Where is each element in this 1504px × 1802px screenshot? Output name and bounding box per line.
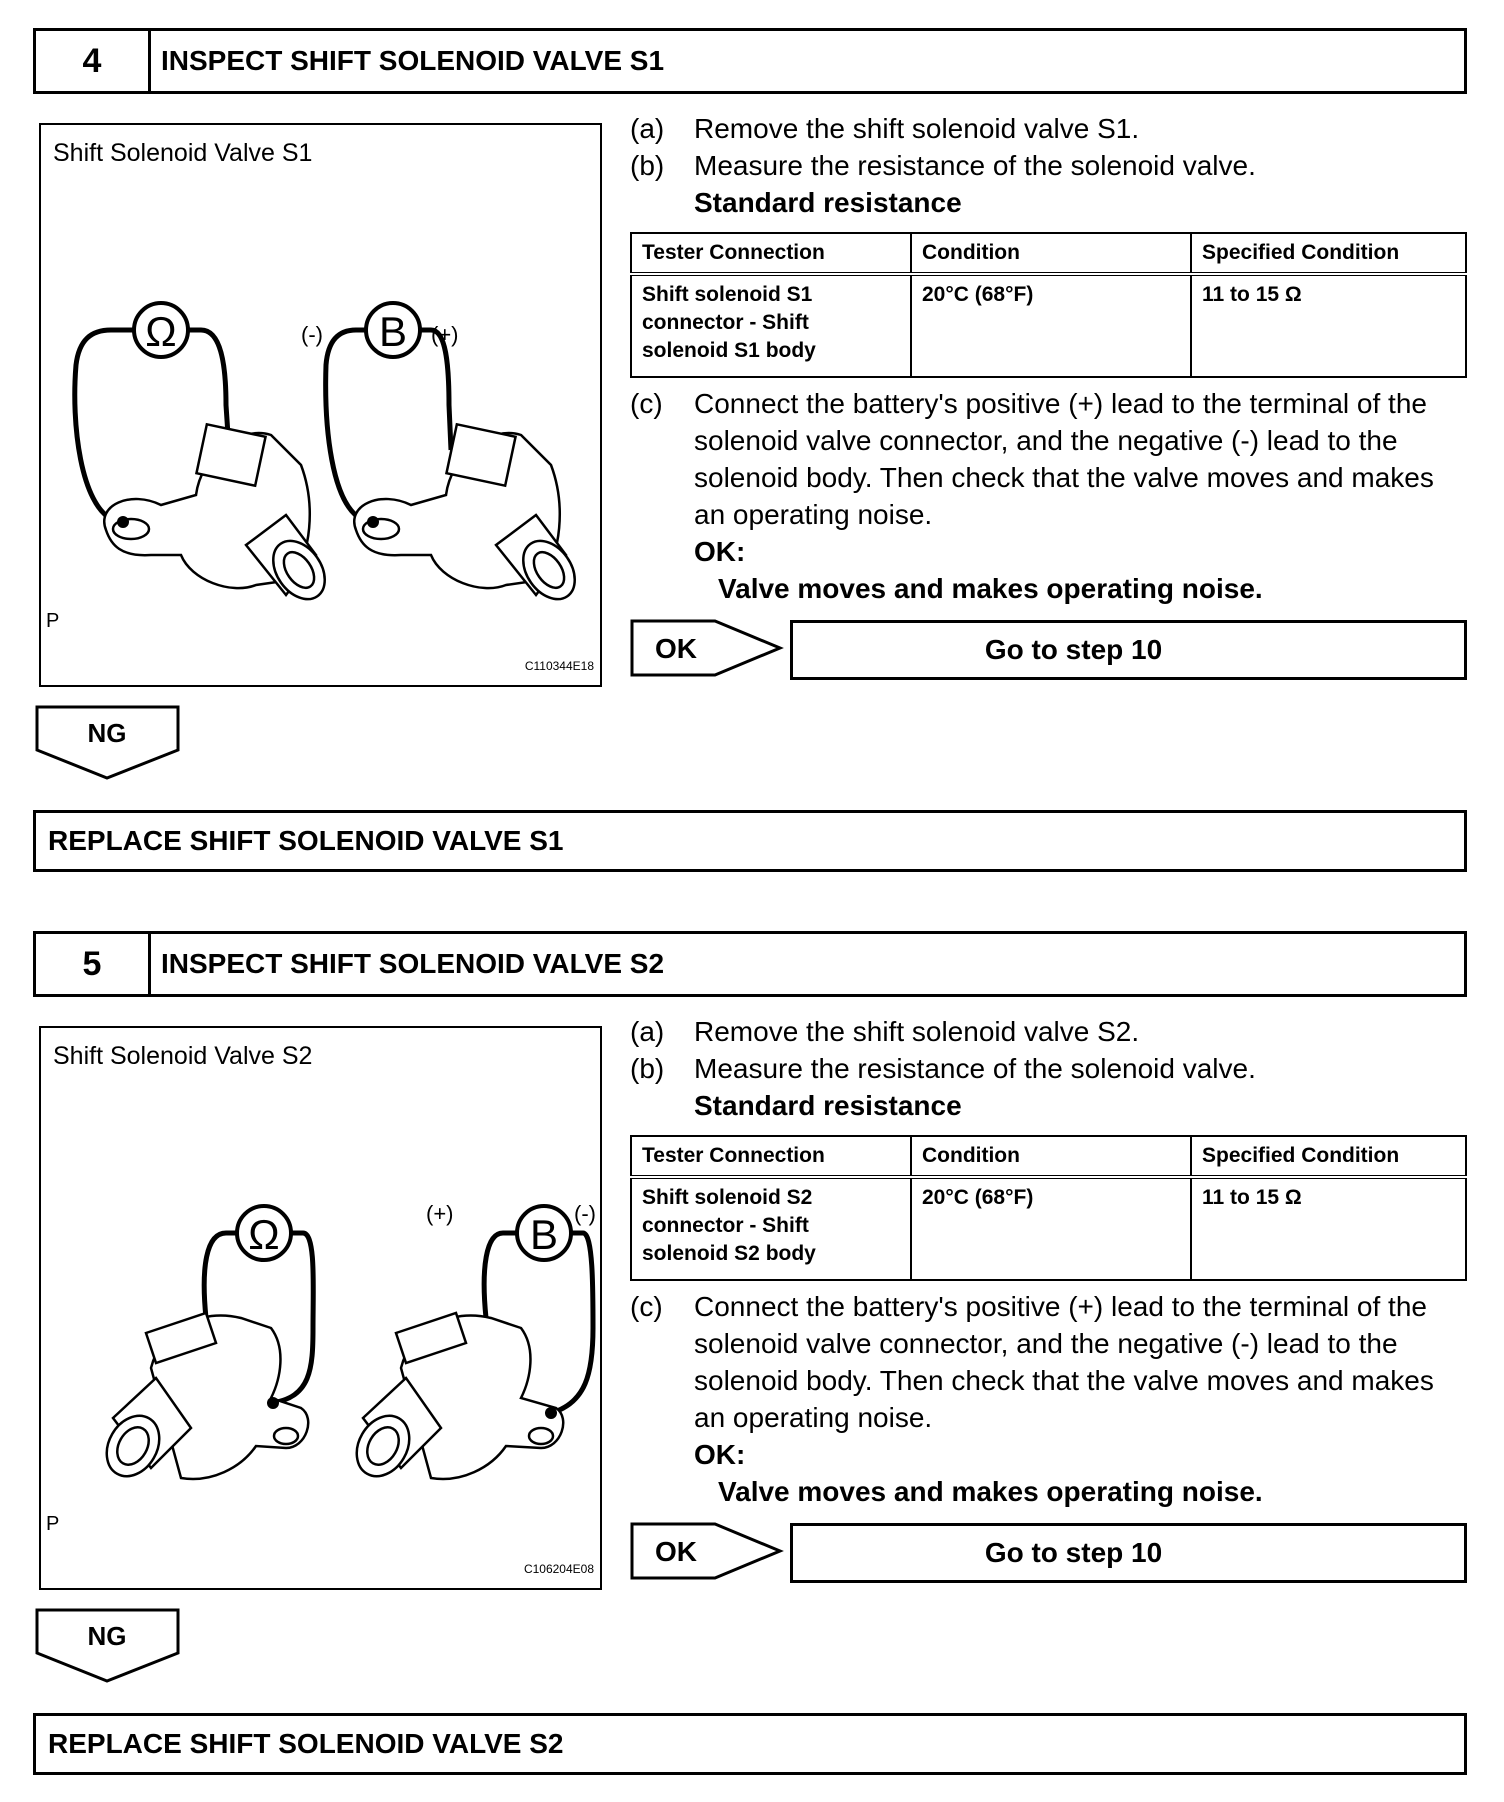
ok-arrow (630, 618, 790, 678)
table-header-condition: Condition (911, 1136, 1191, 1177)
steps-ab (630, 110, 1470, 221)
battery-symbol: B (378, 308, 408, 355)
standard-resistance-label: Standard resistance (694, 187, 962, 218)
replace-box: REPLACE SHIFT SOLENOID VALVE S2 (33, 1713, 1467, 1775)
step-c-letter: (c) (630, 1291, 663, 1322)
table-cell-tester: Shift solenoid S2 connector - Shift solenoid S2 body (631, 1177, 911, 1280)
solenoid-s1-illustration (41, 125, 604, 689)
steps-c (630, 1288, 1470, 1510)
step-c-letter: (c) (630, 388, 663, 419)
table-cell-specified: 11 to 15 Ω (1191, 274, 1466, 377)
ok-arrow-label: OK (655, 1536, 697, 1567)
table-cell-tester: Shift solenoid S1 connector - Shift solenoid S1 body (631, 274, 911, 377)
goto-step-box: Go to step 10 (790, 620, 1467, 680)
goto-step-box: Go to step 10 (790, 1523, 1467, 1583)
table-header-specified: Specified Condition (1191, 1136, 1466, 1177)
table-cell-condition: 20°C (68°F) (911, 274, 1191, 377)
step-b-text: Measure the resistance of the solenoid valve. (694, 1053, 1256, 1084)
right-polarity: (-) (574, 1201, 596, 1226)
right-polarity: (+) (431, 322, 459, 347)
step-title: INSPECT SHIFT SOLENOID VALVE S2 (161, 948, 665, 979)
step-b-letter: (b) (630, 150, 665, 181)
ok-arrow-label: OK (655, 633, 697, 664)
table-header-tester: Tester Connection (631, 1136, 911, 1177)
replace-box: REPLACE SHIFT SOLENOID VALVE S1 (33, 810, 1467, 872)
table-header-specified: Specified Condition (1191, 233, 1466, 274)
ng-arrow-label: NG (87, 718, 127, 748)
step-c-text: Connect the battery's positive (+) lead to the terminal of the solenoid valve connector, and the negative (-) lead to the solenoid body. Then check that the valve moves and makes an operating noise. (694, 388, 1434, 530)
step-title: INSPECT SHIFT SOLENOID VALVE S1 (161, 45, 665, 76)
ohm-symbol: Ω (248, 1211, 280, 1258)
ng-arrow (35, 705, 185, 781)
figure-caption: Shift Solenoid Valve S2 (53, 1042, 313, 1070)
steps-c (630, 385, 1470, 607)
ok-arrow (630, 1521, 790, 1581)
left-polarity: (+) (426, 1201, 454, 1226)
figure-caption: Shift Solenoid Valve S1 (53, 139, 313, 167)
ok-label: OK: (694, 536, 746, 567)
table-header-tester: Tester Connection (631, 233, 911, 274)
step-header (33, 931, 1467, 997)
figure-p-label: P (46, 1513, 60, 1535)
section-step-4 (0, 0, 1504, 880)
table-cell-condition: 20°C (68°F) (911, 1177, 1191, 1280)
figure-p-label: P (46, 610, 60, 632)
step-a-letter: (a) (630, 113, 665, 144)
table-cell-specified: 11 to 15 Ω (1191, 1177, 1466, 1280)
step-header (33, 28, 1467, 94)
figure-code: C106204E08 (523, 1562, 594, 1576)
battery-symbol: B (529, 1211, 559, 1258)
ok-result: Valve moves and makes operating noise. (718, 1476, 1263, 1507)
table-header-condition: Condition (911, 233, 1191, 274)
step-b-letter: (b) (630, 1053, 665, 1084)
resistance-table (630, 232, 1467, 378)
resistance-table (630, 1135, 1467, 1281)
section-step-5 (0, 903, 1504, 1783)
left-polarity: (-) (301, 322, 323, 347)
solenoid-s2-illustration (41, 1028, 604, 1592)
ng-arrow-label: NG (87, 1621, 127, 1651)
step-c-text: Connect the battery's positive (+) lead to the terminal of the solenoid valve connector, and the negative (-) lead to the solenoid body. Then check that the valve moves and makes an operating noise. (694, 1291, 1434, 1433)
ohm-symbol: Ω (145, 308, 177, 355)
standard-resistance-label: Standard resistance (694, 1090, 962, 1121)
step-a-letter: (a) (630, 1016, 665, 1047)
ok-result: Valve moves and makes operating noise. (718, 573, 1263, 604)
figure-code: C110344E18 (524, 659, 594, 673)
step-a-text: Remove the shift solenoid valve S2. (694, 1016, 1140, 1047)
ok-label: OK: (694, 1439, 746, 1470)
ng-arrow (35, 1608, 185, 1684)
solenoid-figure (39, 123, 602, 687)
step-number: 5 (36, 934, 151, 994)
step-b-text: Measure the resistance of the solenoid valve. (694, 150, 1256, 181)
steps-ab (630, 1013, 1470, 1124)
solenoid-figure (39, 1026, 602, 1590)
step-number: 4 (36, 31, 151, 91)
step-a-text: Remove the shift solenoid valve S1. (694, 113, 1140, 144)
